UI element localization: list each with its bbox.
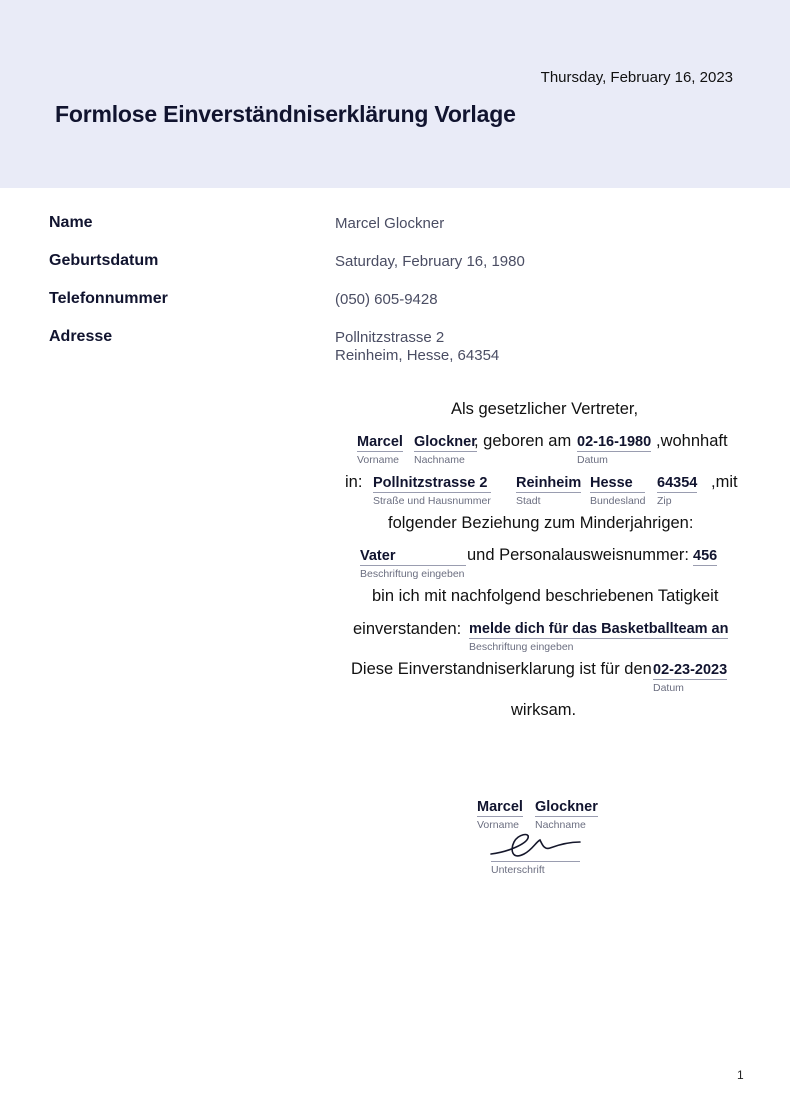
id-number-field[interactable]: 456 xyxy=(693,548,718,564)
born-text: , geboren am xyxy=(474,432,572,450)
phone-label: Telefonnummer xyxy=(49,290,168,307)
activity-text: bin ich mit nachfolgend beschriebenen Tatigkeit xyxy=(372,587,719,605)
last-name-field[interactable]: Glockner xyxy=(414,434,477,450)
document-header xyxy=(0,0,790,188)
zip-caption: Zip xyxy=(657,495,672,507)
in-text: in: xyxy=(345,473,363,491)
phone-value: (050) 605-9428 xyxy=(335,291,438,308)
address-label: Adresse xyxy=(49,328,113,345)
birth-date-field[interactable]: 02-16-1980 xyxy=(577,434,652,450)
state-field[interactable]: Hesse xyxy=(590,475,645,493)
address-line-1: Pollnitzstrasse 2 xyxy=(335,329,445,346)
address-value xyxy=(335,329,499,365)
residing-text: ,wohnhaft xyxy=(656,432,728,450)
valid-date-caption: Datum xyxy=(653,682,684,694)
relationship-text: folgender Beziehung zum Minderjahrigen: xyxy=(388,514,694,532)
activity-field[interactable]: melde dich für das Basketballteam an xyxy=(469,621,729,637)
agree-text: einverstanden: xyxy=(353,620,462,638)
zip-field[interactable]: 64354 xyxy=(657,475,698,491)
first-name-caption: Vorname xyxy=(357,454,400,466)
city-caption: Stadt xyxy=(516,495,541,507)
relationship-caption: Beschriftung eingeben xyxy=(360,568,465,580)
relationship-field[interactable]: Vater xyxy=(360,548,466,566)
birthdate-value: Saturday, February 16, 1980 xyxy=(335,253,525,270)
document-title: Formlose Einverständniserklärung Vorlage xyxy=(55,101,516,127)
last-name-caption: Nachname xyxy=(414,454,465,466)
signature-last-name-caption: Nachname xyxy=(535,819,586,831)
activity-caption: Beschriftung eingeben xyxy=(469,641,574,653)
valid-date-field[interactable]: 02-23-2023 xyxy=(653,662,728,678)
birthdate-label: Geburtsdatum xyxy=(49,252,159,269)
id-text: und Personalausweisnummer: xyxy=(467,546,689,564)
city-field[interactable]: Reinheim xyxy=(516,475,582,491)
address-line-2: Reinheim, Hesse, 64354 xyxy=(335,347,500,364)
state-caption: Bundesland xyxy=(590,495,646,507)
street-field[interactable]: Pollnitzstrasse 2 xyxy=(373,475,491,493)
first-name-field[interactable]: Marcel xyxy=(357,434,403,450)
intro-text: Als gesetzlicher Vertreter, xyxy=(451,400,639,418)
name-label: Name xyxy=(49,214,93,231)
signature-image[interactable] xyxy=(488,830,584,862)
page-number: 1 xyxy=(737,1068,744,1082)
signature-line xyxy=(491,861,580,862)
validity-text: Diese Einverstandniserklarung ist für den xyxy=(351,660,652,678)
with-text: ,mit xyxy=(711,473,738,491)
header-date: Thursday, February 16, 2023 xyxy=(540,69,733,86)
street-caption: Straße und Hausnummer xyxy=(373,495,491,507)
birth-date-caption: Datum xyxy=(577,454,608,466)
signature-last-name[interactable]: Glockner xyxy=(535,799,598,815)
name-value: Marcel Glockner xyxy=(335,215,445,232)
signature-first-name[interactable]: Marcel xyxy=(477,799,523,815)
signature-caption: Unterschrift xyxy=(491,864,545,876)
effective-text: wirksam. xyxy=(511,701,577,719)
signature-first-name-caption: Vorname xyxy=(477,819,520,831)
